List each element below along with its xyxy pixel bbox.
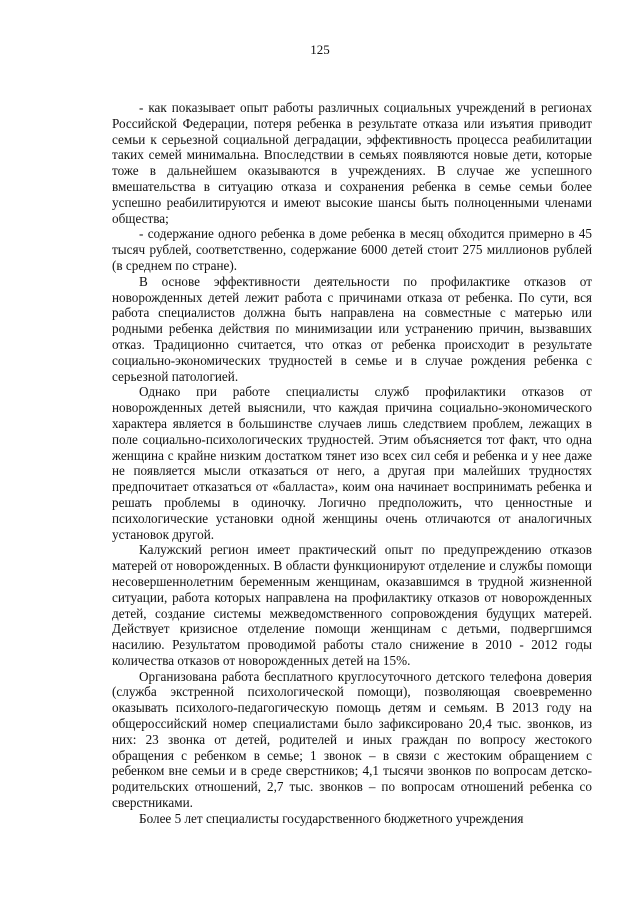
document-body — [112, 100, 592, 827]
paragraph-kaluga-region: Калужский регион имеет практический опыт по предупреждению отказов матерей от новорожденных. В области функционируют отделение и службы помощи несовершеннолетним беременным женщинам, оказавшимся в трудной жизненной ситуации, работа которых направлена на профилактику отказов от новорожденных детей, создание системы межведомственного сопровождения будущих матерей. Действует кризисное отделение помощи женщинам с детьми, подвергшимся насилию. Результатом проводимой работы стало снижение в 2010 - 2012 годы количества отказов от новорожденных детей на 15%. — [112, 542, 592, 668]
paragraph-bullet-child-cost: - содержание одного ребенка в доме ребенка в месяц обходится примерно в 45 тысяч рублей, соответственно, содержание 6000 детей стоит 275 миллионов рублей (в среднем по стране). — [112, 226, 592, 273]
paragraph-state-institution: Более 5 лет специалисты государственного бюджетного учреждения — [139, 810, 524, 826]
paragraph-prevention-basis: В основе эффективности деятельности по профилактике отказов от новорожденных детей лежит работа с причинами отказа от ребенка. По сути, вся работа специалистов должна быть направлена на совместные с матерью или родными ребенка действия по минимизации или устранению причин, вызвавших отказ. Традиционно считается, что отказ от ребенка происходит в результате социально-экономических трудностей в семье и в случае рождения ребенка с серьезной патологией. — [112, 273, 592, 384]
paragraph-helpline: Организована работа бесплатного круглосуточного детского телефона доверия (служба экстренной психологической помощи), позволяющая своевременно оказывать психолого-педагогическую помощь детям и семьям. В 2013 году на общероссийский номер специалистами было зафиксировано 20,4 тыс. звонков, из них: 23 звонка от детей, родителей и иных граждан по вопросу жестокого обращения с ребенком в семье; 1 звонок – в связи с жестоким обращением с ребенком вне семьи и в среде сверстников; 4,1 тысячи звонков по вопросам детско-родительских отношений, 2,7 тыс. звонков – по вопросам отношений ребенка со сверстниками. — [112, 668, 592, 811]
paragraph-socio-psychological-causes: Однако при работе специалисты служб профилактики отказов от новорожденных детей выяснили, что каждая причина социально-экономического характера является в большинстве случаев лишь следствием проблем, лежащих в поле социально-психологических трудностей. Этим объясняется тот факт, что одна женщина с крайне низким достатком тянет изо всех сил себя и ребенка и у нее даже не появляется мысли отказаться от него, а другая при малейших трудностях предпочитает отказаться от «балласта», коим она начинает воспринимать ребенка и решать проблемы в одиночку. Логично предположить, что ценностные и психологические установки одной женщины очень отличаются от аналогичных установок другой. — [112, 384, 592, 542]
page-number: 125 — [310, 42, 330, 57]
paragraph-bullet-social-degradation: - как показывает опыт работы различных социальных учреждений в регионах Российской Федерации, потеря ребенка в результате отказа или изъятия приводит семьи к серьезной социальной деградации, эффективность процесса реабилитации таких семей минимальна. Впоследствии в семьях появляются новые дети, которые тоже в дальнейшем оказываются в учреждениях. В случае же успешного вмешательства в ситуацию отказа и сохранения ребенка в семье семьи более успешно реабилитируются и имеют высокие шансы быть полноценными членами общества; — [112, 100, 592, 226]
